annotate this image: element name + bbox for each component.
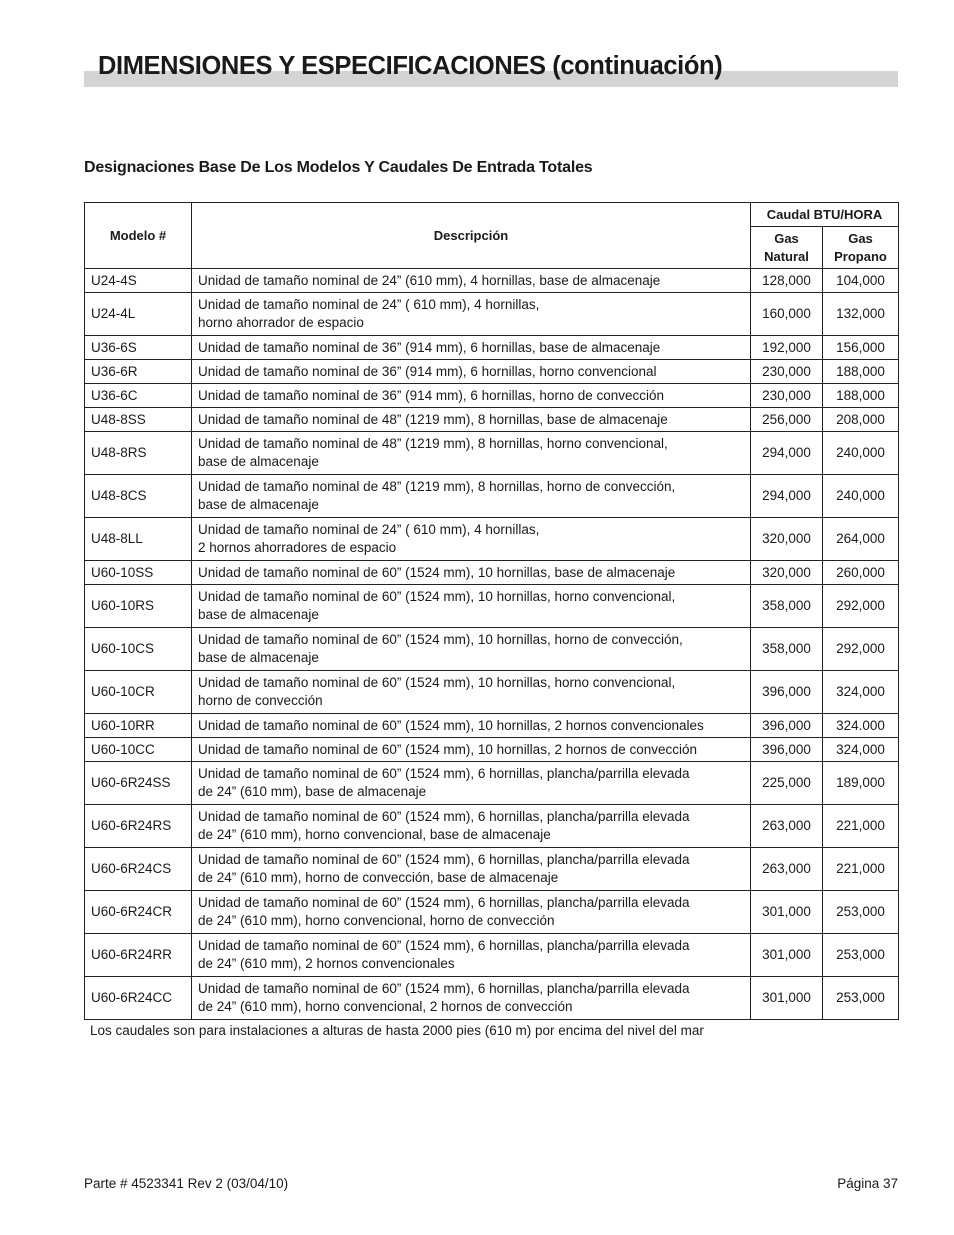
table-row [85, 384, 899, 408]
description-cell [192, 360, 751, 384]
description-line1: Unidad de tamaño nominal de 48” (1219 mm), 8 hornillas, horno convencional, [198, 436, 668, 451]
model-cell: U48-8SS [85, 408, 192, 432]
description-line1: Unidad de tamaño nominal de 36” (914 mm), 6 hornillas, horno de convección [198, 387, 665, 403]
description-line1: Unidad de tamaño nominal de 60” (1524 mm), 6 hornillas, plancha/parrilla elevada [198, 766, 690, 781]
model-cell: U24-4L [85, 293, 192, 336]
table-note: Los caudales son para instalaciones a alturas de hasta 2000 pies (610 m) por encima del nivel del mar [90, 1023, 704, 1038]
table-row [85, 671, 899, 714]
propane-gas-cell: 132,000 [823, 293, 899, 336]
propane-gas-cell: 253,000 [823, 977, 899, 1020]
natural-gas-cell: 263,000 [751, 805, 823, 848]
propane-gas-cell: 253,000 [823, 934, 899, 977]
description-cell [192, 628, 751, 671]
description-line1: Unidad de tamaño nominal de 36” (914 mm), 6 hornillas, base de almacenaje [198, 339, 661, 355]
model-cell: U60-6R24RS [85, 805, 192, 848]
model-cell: U60-10RS [85, 585, 192, 628]
propane-gas-cell: 324,000 [823, 671, 899, 714]
model-cell: U48-8CS [85, 475, 192, 518]
description-line1: Unidad de tamaño nominal de 48” (1219 mm), 8 hornillas, horno de convección, [198, 479, 676, 494]
description-cell [192, 384, 751, 408]
table-row [85, 408, 899, 432]
header-model: Modelo # [85, 203, 192, 269]
natural-gas-cell: 263,000 [751, 848, 823, 891]
header-natural-line2: Natural [764, 248, 809, 264]
propane-gas-cell: 189,000 [823, 762, 899, 805]
description-line2: base de almacenaje [198, 497, 319, 512]
propane-gas-cell: 188,000 [823, 384, 899, 408]
model-cell: U36-6R [85, 360, 192, 384]
table-row [85, 738, 899, 762]
propane-gas-cell: 208,000 [823, 408, 899, 432]
description-line1: Unidad de tamaño nominal de 60” (1524 mm), 6 hornillas, plancha/parrilla elevada [198, 809, 690, 824]
model-cell: U60-6R24RR [85, 934, 192, 977]
description-cell [192, 336, 751, 360]
model-cell: U48-8RS [85, 432, 192, 475]
natural-gas-cell: 301,000 [751, 977, 823, 1020]
table-row [85, 269, 899, 293]
model-cell: U60-6R24SS [85, 762, 192, 805]
model-cell: U60-10SS [85, 561, 192, 585]
natural-gas-cell: 396,000 [751, 671, 823, 714]
description-cell [192, 848, 751, 891]
natural-gas-cell: 301,000 [751, 891, 823, 934]
description-cell [192, 432, 751, 475]
table-row [85, 714, 899, 738]
description-cell [192, 585, 751, 628]
natural-gas-cell: 230,000 [751, 384, 823, 408]
natural-gas-cell: 230,000 [751, 360, 823, 384]
page-title: DIMENSIONES Y ESPECIFICACIONES (continuación) [98, 52, 723, 80]
description-line1: Unidad de tamaño nominal de 24” ( 610 mm), 4 hornillas, [198, 297, 540, 312]
propane-gas-cell: 221,000 [823, 805, 899, 848]
header-natural-line1: Gas [774, 230, 799, 246]
description-line1: Unidad de tamaño nominal de 60” (1524 mm), 6 hornillas, plancha/parrilla elevada [198, 895, 690, 910]
natural-gas-cell: 225,000 [751, 762, 823, 805]
natural-gas-cell: 358,000 [751, 628, 823, 671]
description-line2: de 24” (610 mm), horno convencional, 2 hornos de convección [198, 999, 573, 1014]
description-line2: 2 hornos ahorradores de espacio [198, 540, 397, 555]
propane-gas-cell: 104,000 [823, 269, 899, 293]
propane-gas-cell: 156,000 [823, 336, 899, 360]
propane-gas-cell: 253,000 [823, 891, 899, 934]
natural-gas-cell: 294,000 [751, 475, 823, 518]
models-table [84, 202, 899, 1020]
description-line1: Unidad de tamaño nominal de 60” (1524 mm), 10 hornillas, 2 hornos de convección [198, 741, 698, 757]
header-propane-line1: Gas [848, 230, 873, 246]
table-row [85, 977, 899, 1020]
propane-gas-cell: 221,000 [823, 848, 899, 891]
model-cell: U60-10CC [85, 738, 192, 762]
natural-gas-cell: 320,000 [751, 561, 823, 585]
natural-gas-cell: 128,000 [751, 269, 823, 293]
description-line1: Unidad de tamaño nominal de 60” (1524 mm), 10 hornillas, horno convencional, [198, 675, 676, 690]
description-line1: Unidad de tamaño nominal de 24” (610 mm), 4 hornillas, base de almacenaje [198, 272, 661, 288]
description-line2: de 24” (610 mm), 2 hornos convencionales [198, 956, 455, 971]
description-line1: Unidad de tamaño nominal de 60” (1524 mm), 10 hornillas, 2 hornos convencionales [198, 717, 704, 733]
propane-gas-cell: 240,000 [823, 432, 899, 475]
description-cell [192, 269, 751, 293]
description-line1: Unidad de tamaño nominal de 48” (1219 mm), 8 hornillas, base de almacenaje [198, 411, 668, 427]
table-row [85, 475, 899, 518]
header-propane-gas [823, 227, 899, 269]
table-row [85, 891, 899, 934]
description-line1: Unidad de tamaño nominal de 60” (1524 mm), 6 hornillas, plancha/parrilla elevada [198, 852, 690, 867]
description-cell [192, 408, 751, 432]
description-cell [192, 738, 751, 762]
description-cell [192, 891, 751, 934]
natural-gas-cell: 160,000 [751, 293, 823, 336]
header-natural-gas [751, 227, 823, 269]
description-cell [192, 714, 751, 738]
description-cell [192, 934, 751, 977]
table-row [85, 848, 899, 891]
table-row [85, 628, 899, 671]
natural-gas-cell: 396,000 [751, 714, 823, 738]
description-line2: de 24” (610 mm), horno convencional, horno de convección [198, 913, 555, 928]
table-row [85, 518, 899, 561]
description-cell [192, 475, 751, 518]
model-cell: U60-6R24CS [85, 848, 192, 891]
natural-gas-cell: 294,000 [751, 432, 823, 475]
model-cell: U60-6R24CR [85, 891, 192, 934]
model-cell: U60-10RR [85, 714, 192, 738]
propane-gas-cell: 260,000 [823, 561, 899, 585]
table-row [85, 805, 899, 848]
model-cell: U36-6C [85, 384, 192, 408]
description-line2: base de almacenaje [198, 650, 319, 665]
propane-gas-cell: 324,000 [823, 738, 899, 762]
table-row [85, 561, 899, 585]
model-cell: U24-4S [85, 269, 192, 293]
table-body [85, 269, 899, 1020]
table-row [85, 762, 899, 805]
description-cell [192, 671, 751, 714]
description-cell [192, 561, 751, 585]
description-line2: de 24” (610 mm), base de almacenaje [198, 784, 427, 799]
description-line2: base de almacenaje [198, 454, 319, 469]
propane-gas-cell: 264,000 [823, 518, 899, 561]
table-row [85, 585, 899, 628]
propane-gas-cell: 324.000 [823, 714, 899, 738]
table-row [85, 336, 899, 360]
description-line1: Unidad de tamaño nominal de 60” (1524 mm), 10 hornillas, horno de convección, [198, 632, 683, 647]
table-row [85, 360, 899, 384]
propane-gas-cell: 292,000 [823, 628, 899, 671]
natural-gas-cell: 358,000 [751, 585, 823, 628]
description-line2: horno de convección [198, 693, 323, 708]
footer-part-number: Parte # 4523341 Rev 2 (03/04/10) [84, 1176, 289, 1191]
natural-gas-cell: 192,000 [751, 336, 823, 360]
description-line1: Unidad de tamaño nominal de 60” (1524 mm), 6 hornillas, plancha/parrilla elevada [198, 981, 690, 996]
description-line2: de 24” (610 mm), horno convencional, base de almacenaje [198, 827, 551, 842]
footer-page-number: Página 37 [837, 1176, 898, 1191]
table-row [85, 934, 899, 977]
model-cell: U60-6R24CC [85, 977, 192, 1020]
natural-gas-cell: 396,000 [751, 738, 823, 762]
description-line1: Unidad de tamaño nominal de 60” (1524 mm), 10 hornillas, base de almacenaje [198, 564, 676, 580]
description-line1: Unidad de tamaño nominal de 36” (914 mm), 6 hornillas, horno convencional [198, 363, 657, 379]
propane-gas-cell: 292,000 [823, 585, 899, 628]
description-line1: Unidad de tamaño nominal de 24” ( 610 mm), 4 hornillas, [198, 522, 540, 537]
description-cell [192, 805, 751, 848]
description-line1: Unidad de tamaño nominal de 60” (1524 mm), 10 hornillas, horno convencional, [198, 589, 676, 604]
description-line1: Unidad de tamaño nominal de 60” (1524 mm), 6 hornillas, plancha/parrilla elevada [198, 938, 690, 953]
propane-gas-cell: 188,000 [823, 360, 899, 384]
description-line2: de 24” (610 mm), horno de convección, base de almacenaje [198, 870, 559, 885]
natural-gas-cell: 256,000 [751, 408, 823, 432]
description-cell [192, 977, 751, 1020]
table-row [85, 293, 899, 336]
propane-gas-cell: 240,000 [823, 475, 899, 518]
model-cell: U60-10CS [85, 628, 192, 671]
model-cell: U36-6S [85, 336, 192, 360]
description-cell [192, 293, 751, 336]
description-line2: horno ahorrador de espacio [198, 315, 364, 330]
header-description: Descripción [192, 203, 751, 269]
description-cell [192, 762, 751, 805]
header-flow-group: Caudal BTU/HORA [751, 203, 899, 227]
table-row [85, 432, 899, 475]
natural-gas-cell: 320,000 [751, 518, 823, 561]
section-subtitle: Designaciones Base De Los Modelos Y Caudales De Entrada Totales [84, 159, 593, 176]
description-line2: base de almacenaje [198, 607, 319, 622]
natural-gas-cell: 301,000 [751, 934, 823, 977]
model-cell: U60-10CR [85, 671, 192, 714]
header-propane-line2: Propano [834, 248, 887, 264]
model-cell: U48-8LL [85, 518, 192, 561]
description-cell [192, 518, 751, 561]
